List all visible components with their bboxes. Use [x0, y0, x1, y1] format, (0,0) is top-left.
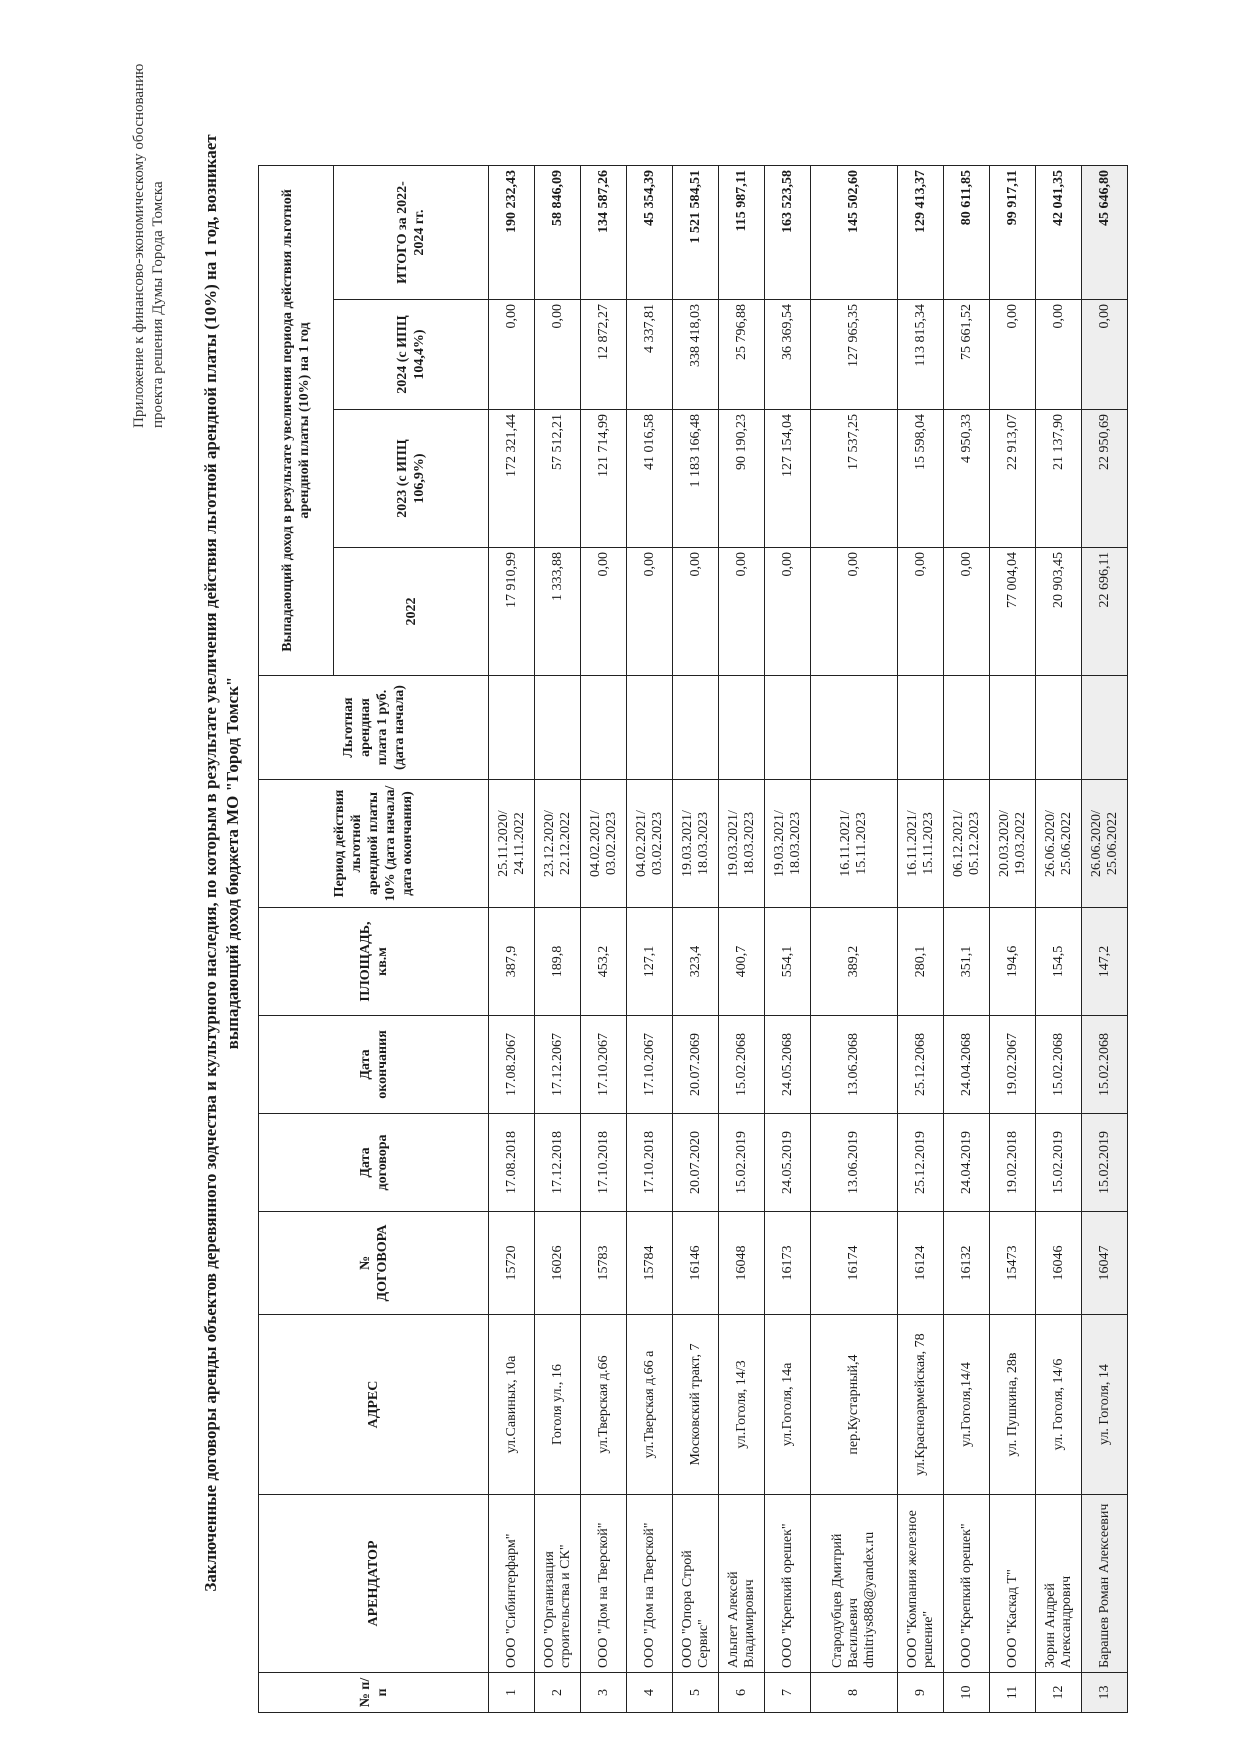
cell-address: ул.Савиных, 10а — [489, 1315, 535, 1495]
cell-y2024: 0,00 — [535, 300, 581, 410]
cell-y2024: 0,00 — [1036, 300, 1082, 410]
cell-period: 16.11.2021/ 15.11.2023 — [898, 780, 944, 908]
cell-y2022: 1 333,88 — [535, 548, 581, 676]
cell-area: 351,1 — [944, 908, 990, 1016]
cell-y2023: 41 016,58 — [627, 410, 673, 548]
table-row — [898, 166, 944, 1713]
cell-rent1 — [1036, 676, 1082, 780]
cell-area: 389,2 — [811, 908, 898, 1016]
cell-tenant: ООО "Компания железное решение" — [898, 1495, 944, 1673]
cell-total: 129 413,37 — [898, 166, 944, 300]
cell-y2023: 22 950,69 — [1082, 410, 1128, 548]
cell-date-contract: 24.04.2019 — [944, 1114, 990, 1212]
cell-address: Московский тракт, 7 — [673, 1315, 719, 1495]
cell-num: 2 — [535, 1673, 581, 1713]
cell-date-end: 17.10.2067 — [581, 1016, 627, 1114]
cell-y2023: 4 950,33 — [944, 410, 990, 548]
cell-y2022: 0,00 — [719, 548, 765, 676]
cell-period: 04.02.2021/ 03.02.2023 — [627, 780, 673, 908]
cell-rent1 — [581, 676, 627, 780]
cell-rent1 — [719, 676, 765, 780]
cell-contract: 16046 — [1036, 1212, 1082, 1315]
cell-area: 323,4 — [673, 908, 719, 1016]
cell-date-end: 15.02.2068 — [1036, 1016, 1082, 1114]
header-num: № п/п — [259, 1673, 489, 1713]
cell-total: 45 646,80 — [1082, 166, 1128, 300]
cell-address: ул. Гоголя, 14 — [1082, 1315, 1128, 1495]
cell-date-end: 17.08.2067 — [489, 1016, 535, 1114]
table-row — [990, 166, 1036, 1713]
header-income-group: Выпадающий доход в результате увеличения периода действия льготной арендной платы (10%) на 1 год — [259, 166, 334, 676]
cell-y2023: 15 598,04 — [898, 410, 944, 548]
header-date-contract: Дата договора — [259, 1114, 489, 1212]
table-row — [489, 166, 535, 1713]
cell-period: 19.03.2021/ 18.03.2023 — [673, 780, 719, 908]
cell-tenant: ООО "Крепкий орешек" — [765, 1495, 811, 1673]
cell-period: 26.06.2020/ 25.06.2022 — [1082, 780, 1128, 908]
cell-contract: 16132 — [944, 1212, 990, 1315]
cell-area: 453,2 — [581, 908, 627, 1016]
cell-date-end: 19.02.2067 — [990, 1016, 1036, 1114]
cell-contract: 16047 — [1082, 1212, 1128, 1315]
document-title-line: выпадающий доход бюджета МО "Город Томск" — [223, 676, 242, 1050]
cell-rent1 — [944, 676, 990, 780]
cell-date-end: 15.02.2068 — [1082, 1016, 1128, 1114]
cell-area: 280,1 — [898, 908, 944, 1016]
appendix-note — [130, 8, 168, 428]
cell-total: 190 232,43 — [489, 166, 535, 300]
cell-y2024: 12 872,27 — [581, 300, 627, 410]
table-row — [719, 166, 765, 1713]
cell-y2022: 0,00 — [581, 548, 627, 676]
table-row — [1082, 166, 1128, 1713]
cell-y2023: 22 913,07 — [990, 410, 1036, 548]
cell-address: ул.Гоголя,14/4 — [944, 1315, 990, 1495]
cell-date-end: 24.05.2068 — [765, 1016, 811, 1114]
cell-address: ул.Тверская д.66 а — [627, 1315, 673, 1495]
cell-num: 9 — [898, 1673, 944, 1713]
cell-address: ул.Гоголя, 14а — [765, 1315, 811, 1495]
header-area: ПЛОЩАДЬ, кв.м — [259, 908, 489, 1016]
cell-rent1 — [627, 676, 673, 780]
table-row — [811, 166, 898, 1713]
cell-address: ул. Пушкина, 28в — [990, 1315, 1036, 1495]
cell-period: 25.11.2020/ 24.11.2022 — [489, 780, 535, 908]
cell-date-contract: 24.05.2019 — [765, 1114, 811, 1212]
header-period: Период действия льготной арендной платы 10% (дата начала/дата окончания) — [259, 780, 489, 908]
cell-total: 42 041,35 — [1036, 166, 1082, 300]
cell-y2022: 20 903,45 — [1036, 548, 1082, 676]
cell-tenant: ООО "Организация строительства и СК" — [535, 1495, 581, 1673]
header-total: ИТОГО за 2022-2024 гг. — [334, 166, 489, 300]
cell-contract: 16048 — [719, 1212, 765, 1315]
cell-y2023: 17 537,25 — [811, 410, 898, 548]
cell-date-end: 17.10.2067 — [627, 1016, 673, 1114]
cell-contract: 15784 — [627, 1212, 673, 1315]
table-row — [535, 166, 581, 1713]
cell-period: 06.12.2021/ 05.12.2023 — [944, 780, 990, 908]
cell-y2024: 0,00 — [489, 300, 535, 410]
cell-rent1 — [990, 676, 1036, 780]
cell-date-contract: 19.02.2018 — [990, 1114, 1036, 1212]
appendix-note-line: проекта решения Думы Города Томска — [150, 181, 166, 428]
cell-total: 115 987,11 — [719, 166, 765, 300]
header-y2023: 2023 (с ИПЦ 106,9%) — [334, 410, 489, 548]
cell-contract: 15473 — [990, 1212, 1036, 1315]
cell-rent1 — [489, 676, 535, 780]
header-address: АДРЕС — [259, 1315, 489, 1495]
cell-total: 163 523,58 — [765, 166, 811, 300]
cell-area: 400,7 — [719, 908, 765, 1016]
cell-y2023: 121 714,99 — [581, 410, 627, 548]
cell-y2023: 90 190,23 — [719, 410, 765, 548]
cell-tenant: Барашев Роман Алексеевич — [1082, 1495, 1128, 1673]
cell-total: 1 521 584,51 — [673, 166, 719, 300]
cell-y2024: 36 369,54 — [765, 300, 811, 410]
cell-date-end: 25.12.2068 — [898, 1016, 944, 1114]
cell-rent1 — [811, 676, 898, 780]
header-tenant: АРЕНДАТОР — [259, 1495, 489, 1673]
cell-total: 134 587,26 — [581, 166, 627, 300]
cell-tenant: Альпет Алексей Владимирович — [719, 1495, 765, 1673]
cell-tenant: ООО "Дом на Тверской" — [581, 1495, 627, 1673]
cell-y2024: 113 815,34 — [898, 300, 944, 410]
cell-y2024: 338 418,03 — [673, 300, 719, 410]
table-header-row — [259, 166, 334, 1713]
cell-date-contract: 20.07.2020 — [673, 1114, 719, 1212]
cell-address: ул.Гоголя, 14/3 — [719, 1315, 765, 1495]
cell-rent1 — [898, 676, 944, 780]
cell-y2024: 0,00 — [990, 300, 1036, 410]
cell-num: 1 — [489, 1673, 535, 1713]
cell-y2022: 0,00 — [944, 548, 990, 676]
cell-rent1 — [765, 676, 811, 780]
table-row — [765, 166, 811, 1713]
cell-period: 20.03.2020/ 19.03.2022 — [990, 780, 1036, 908]
cell-num: 6 — [719, 1673, 765, 1713]
cell-area: 154,5 — [1036, 908, 1082, 1016]
cell-y2023: 1 183 166,48 — [673, 410, 719, 548]
cell-y2024: 0,00 — [1082, 300, 1128, 410]
cell-date-end: 24.04.2068 — [944, 1016, 990, 1114]
cell-period: 23.12.2020/ 22.12.2022 — [535, 780, 581, 908]
cell-contract: 16124 — [898, 1212, 944, 1315]
cell-contract: 15720 — [489, 1212, 535, 1315]
cell-y2022: 0,00 — [898, 548, 944, 676]
cell-y2024: 4 337,81 — [627, 300, 673, 410]
cell-date-contract: 13.06.2019 — [811, 1114, 898, 1212]
header-y2024: 2024 (с ИПЦ 104,4%) — [334, 300, 489, 410]
cell-total: 99 917,11 — [990, 166, 1036, 300]
cell-contract: 16173 — [765, 1212, 811, 1315]
cell-num: 10 — [944, 1673, 990, 1713]
cell-tenant: ООО "Опора Строй Сервис" — [673, 1495, 719, 1673]
cell-y2022: 77 004,04 — [990, 548, 1036, 676]
cell-tenant: ООО "Дом на Тверской" — [627, 1495, 673, 1673]
cell-date-contract: 15.02.2019 — [1082, 1114, 1128, 1212]
header-date-end: Дата окончания — [259, 1016, 489, 1114]
cell-date-contract: 25.12.2019 — [898, 1114, 944, 1212]
cell-date-contract: 15.02.2019 — [719, 1114, 765, 1212]
cell-total: 80 611,85 — [944, 166, 990, 300]
cell-total: 145 502,60 — [811, 166, 898, 300]
cell-num: 12 — [1036, 1673, 1082, 1713]
cell-y2022: 22 696,11 — [1082, 548, 1128, 676]
header-y2022: 2022 — [334, 548, 489, 676]
cell-y2022: 0,00 — [765, 548, 811, 676]
cell-y2022: 0,00 — [627, 548, 673, 676]
cell-num: 5 — [673, 1673, 719, 1713]
cell-period: 19.03.2021/ 18.03.2023 — [765, 780, 811, 908]
cell-period: 26.06.2020/ 25.06.2022 — [1036, 780, 1082, 908]
table-body — [489, 166, 1128, 1713]
cell-date-end: 20.07.2069 — [673, 1016, 719, 1114]
cell-total: 58 846,09 — [535, 166, 581, 300]
cell-y2024: 127 965,35 — [811, 300, 898, 410]
header-contract: № ДОГОВОРА — [259, 1212, 489, 1315]
cell-date-contract: 17.10.2018 — [627, 1114, 673, 1212]
cell-area: 147,2 — [1082, 908, 1128, 1016]
cell-tenant: Стародубцев Дмитрий Васильевич dmitriys888@yandex.ru — [811, 1495, 898, 1673]
cell-num: 4 — [627, 1673, 673, 1713]
cell-date-end: 13.06.2068 — [811, 1016, 898, 1114]
cell-area: 194,6 — [990, 908, 1036, 1016]
cell-date-end: 17.12.2067 — [535, 1016, 581, 1114]
table-row — [1036, 166, 1082, 1713]
header-rent1: Льготная арендная плата 1 руб. (дата начала) — [259, 676, 489, 780]
cell-y2023: 57 512,21 — [535, 410, 581, 548]
cell-period: 16.11.2021/ 15.11.2023 — [811, 780, 898, 908]
lease-table — [258, 165, 1128, 1713]
cell-rent1 — [673, 676, 719, 780]
cell-rent1 — [1082, 676, 1128, 780]
cell-y2023: 127 154,04 — [765, 410, 811, 548]
table-row — [627, 166, 673, 1713]
cell-num: 8 — [811, 1673, 898, 1713]
cell-tenant: ООО "Каскад Т" — [990, 1495, 1036, 1673]
cell-y2023: 21 137,90 — [1036, 410, 1082, 548]
cell-num: 11 — [990, 1673, 1036, 1713]
cell-address: пер.Кустарный,4 — [811, 1315, 898, 1495]
cell-total: 45 354,39 — [627, 166, 673, 300]
cell-area: 554,1 — [765, 908, 811, 1016]
cell-contract: 16174 — [811, 1212, 898, 1315]
cell-y2022: 17 910,99 — [489, 548, 535, 676]
cell-contract: 16146 — [673, 1212, 719, 1315]
cell-address: Гоголя ул., 16 — [535, 1315, 581, 1495]
cell-address: ул.Красноармейская, 78 — [898, 1315, 944, 1495]
cell-rent1 — [535, 676, 581, 780]
document-title-line: Заключенные договоры аренды объектов деревянного зодчества и культурного наследия, по которым в результате увеличения действия льготной арендной платы (10%) на 1 год, возникает — [201, 134, 220, 1592]
cell-contract: 15783 — [581, 1212, 627, 1315]
cell-address: ул. Гоголя, 14/6 — [1036, 1315, 1082, 1495]
cell-contract: 16026 — [535, 1212, 581, 1315]
cell-address: ул.Тверская д.66 — [581, 1315, 627, 1495]
cell-num: 3 — [581, 1673, 627, 1713]
cell-area: 387,9 — [489, 908, 535, 1016]
cell-tenant: Зорин Андрей Александрович — [1036, 1495, 1082, 1673]
table-row — [673, 166, 719, 1713]
cell-y2022: 0,00 — [673, 548, 719, 676]
cell-y2024: 75 661,52 — [944, 300, 990, 410]
cell-date-contract: 17.10.2018 — [581, 1114, 627, 1212]
cell-area: 189,8 — [535, 908, 581, 1016]
cell-num: 13 — [1082, 1673, 1128, 1713]
table-row — [581, 166, 627, 1713]
cell-y2024: 25 796,88 — [719, 300, 765, 410]
document-title — [200, 103, 244, 1623]
table-row — [944, 166, 990, 1713]
appendix-note-line: Приложение к финансово-экономическому обоснованию — [131, 63, 147, 428]
cell-date-contract: 17.08.2018 — [489, 1114, 535, 1212]
cell-num: 7 — [765, 1673, 811, 1713]
cell-y2023: 172 321,44 — [489, 410, 535, 548]
cell-tenant: ООО "Сибинтерфарм" — [489, 1495, 535, 1673]
cell-period: 19.03.2021/ 18.03.2023 — [719, 780, 765, 908]
cell-y2022: 0,00 — [811, 548, 898, 676]
cell-tenant: ООО "Крепкий орешек" — [944, 1495, 990, 1673]
cell-date-end: 15.02.2068 — [719, 1016, 765, 1114]
cell-date-contract: 15.02.2019 — [1036, 1114, 1082, 1212]
cell-date-contract: 17.12.2018 — [535, 1114, 581, 1212]
cell-area: 127,1 — [627, 908, 673, 1016]
cell-period: 04.02.2021/ 03.02.2023 — [581, 780, 627, 908]
